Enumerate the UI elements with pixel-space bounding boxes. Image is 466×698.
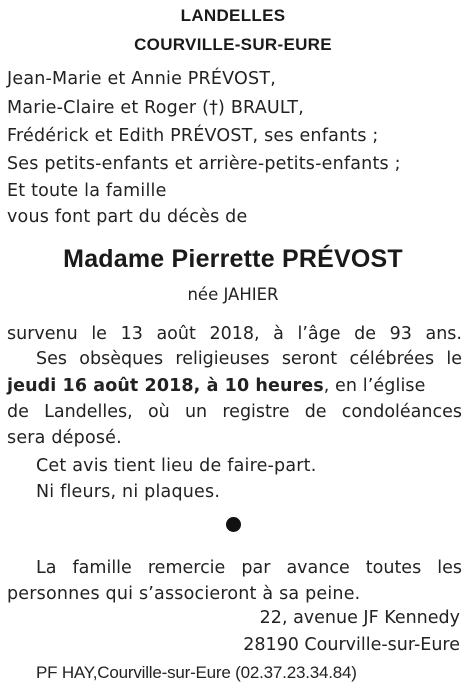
family-line-5: Et toute la famille xyxy=(7,181,167,201)
deceased-name: Madame Pierrette PRÉVOST xyxy=(63,245,403,273)
flowers-statement: Ni fleurs, ni plaques. xyxy=(36,482,221,502)
funeral-line-4: sera déposé. xyxy=(7,428,122,448)
funeral-line-3: de Landelles, où un registre de condoléances xyxy=(7,402,462,422)
maiden-name: née JAHIER xyxy=(187,285,279,304)
family-line-3: Frédérick et Edith PRÉVOST, ses enfants ; xyxy=(7,126,379,146)
thanks-line-1: La famille remercie par avance toutes les xyxy=(36,558,462,578)
thanks-line-2: personnes qui s’associeront à sa peine. xyxy=(7,584,361,604)
family-line-4: Ses petits-enfants et arrière-petits-enfants ; xyxy=(7,154,401,174)
address-postal: 28190 Courville-sur-Eure xyxy=(243,635,460,655)
family-line-6: vous font part du décès de xyxy=(7,207,248,227)
address-street: 22, avenue JF Kennedy xyxy=(259,608,460,628)
funeral-home-credit: PF HAY,Courville-sur-Eure (02.37.23.34.84) xyxy=(36,663,357,682)
town-heading: LANDELLES xyxy=(180,6,286,25)
funeral-place-start: , en l’église xyxy=(323,376,426,396)
funeral-line-2 xyxy=(7,376,426,396)
notice-statement: Cet avis tient lieu de faire-part. xyxy=(36,456,317,476)
funeral-date: jeudi 16 août 2018, à 10 heures xyxy=(7,376,324,396)
family-line-2: Marie-Claire et Roger (†) BRAULT, xyxy=(7,98,305,118)
separator-bullet xyxy=(226,517,241,532)
city-heading: COURVILLE-SUR-EURE xyxy=(134,35,332,54)
death-statement: survenu le 13 août 2018, à l’âge de 93 ans. xyxy=(7,324,462,344)
family-line-1: Jean-Marie et Annie PRÉVOST, xyxy=(7,69,276,89)
funeral-line-1: Ses obsèques religieuses seront célébrées le xyxy=(36,349,462,369)
